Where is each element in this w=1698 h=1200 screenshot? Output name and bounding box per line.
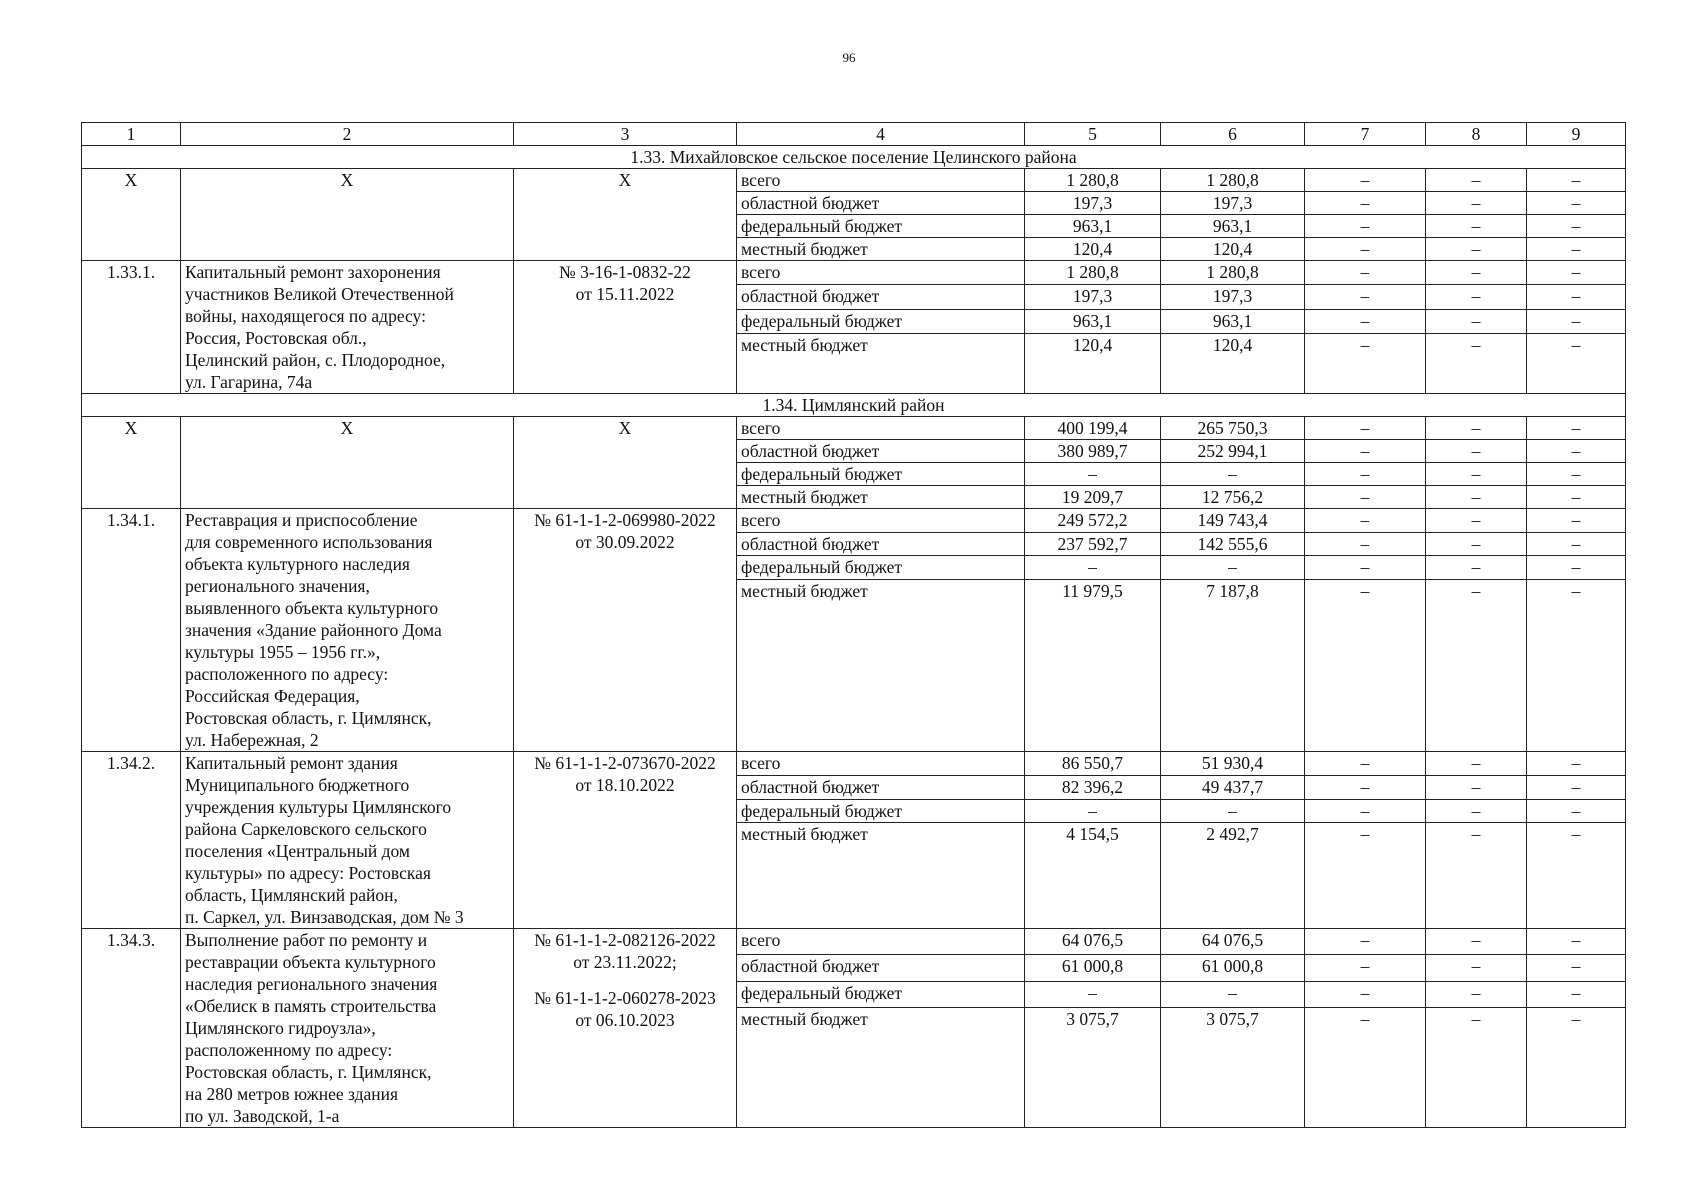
value-cell-c6: – [1161,463,1305,486]
value-cell-c6: 49 437,7 [1161,775,1305,799]
value-cell-c6: 120,4 [1161,334,1305,394]
budget-label-cell: местный бюджет [737,1008,1025,1128]
value-cell-c6: 64 076,5 [1161,929,1305,955]
value-cell-c9: – [1527,215,1626,238]
item-name-line: войны, находящегося по адресу: [185,306,426,326]
value-cell-c7: – [1305,285,1426,309]
item-name-line: объекта культурного наследия [185,554,410,574]
budget-label-cell: местный бюджет [737,486,1025,509]
item-name-cell [181,509,514,752]
item-name-line: участников Великой Отечественной [185,284,454,304]
value-cell-c8: – [1426,981,1527,1007]
header-cell: 4 [737,123,1025,146]
value-cell-c9: – [1527,955,1626,981]
value-cell-c5: – [1025,463,1161,486]
item-row [82,261,1626,285]
item-doc-line: от 30.09.2022 [575,532,675,552]
value-cell-c5: 380 989,7 [1025,440,1161,463]
value-cell-c9: – [1527,285,1626,309]
item-name-line: расположенному по адресу: [185,1040,393,1060]
value-cell-c5: – [1025,981,1161,1007]
value-cell-c6: 265 750,3 [1161,417,1305,440]
item-doc-cell [514,752,737,929]
value-cell-c8: – [1426,440,1527,463]
value-cell-c7: – [1305,486,1426,509]
value-cell-c8: – [1426,309,1527,333]
budget-label-cell: областной бюджет [737,440,1025,463]
value-cell-c9: – [1527,752,1626,776]
item-doc-line: № 61-1-1-2-073670-2022 [534,753,716,773]
value-cell-c7: – [1305,169,1426,192]
value-cell-c7: – [1305,192,1426,215]
budget-label-cell: областной бюджет [737,775,1025,799]
value-cell-c5: 11 979,5 [1025,579,1161,751]
item-doc-line: от 23.11.2022; [573,952,677,972]
value-cell-c7: – [1305,238,1426,261]
value-cell-c9: – [1527,1008,1626,1128]
value-cell-c8: – [1426,215,1527,238]
value-cell-c7: – [1305,752,1426,776]
item-doc-line: от 15.11.2022 [575,284,675,304]
item-name-line: Россия, Ростовская обл., [185,328,367,348]
value-cell-c5: 197,3 [1025,192,1161,215]
value-cell-c9: – [1527,799,1626,823]
item-name-line: ул. Гагарина, 74а [185,372,313,392]
value-cell-c9: – [1527,823,1626,929]
budget-label-cell: федеральный бюджет [737,556,1025,580]
section-title: 1.33. Михайловское сельское поселение Целинского района [82,146,1626,169]
budget-label-cell: областной бюджет [737,532,1025,556]
value-cell-c6: 12 756,2 [1161,486,1305,509]
value-cell-c8: – [1426,775,1527,799]
value-cell-c9: – [1527,192,1626,215]
value-cell-c5: – [1025,799,1161,823]
budget-label-cell: всего [737,417,1025,440]
item-doc-line: от 18.10.2022 [575,775,675,795]
value-cell-c8: – [1426,261,1527,285]
value-cell-c8: – [1426,169,1527,192]
item-name-line: Российская Федерация, [185,686,360,706]
item-name-line: ул. Набережная, 2 [185,730,319,750]
budget-label-cell: областной бюджет [737,192,1025,215]
value-cell-c9: – [1527,486,1626,509]
value-cell-c7: – [1305,1008,1426,1128]
value-cell-c9: – [1527,417,1626,440]
item-name-cell [181,752,514,929]
header-cell: 9 [1527,123,1626,146]
value-cell-c7: – [1305,929,1426,955]
budget-label-cell: областной бюджет [737,285,1025,309]
value-cell-c8: – [1426,509,1527,533]
item-name-line: п. Саркел, ул. Винзаводская, дом № 3 [185,907,464,927]
value-cell-c9: – [1527,440,1626,463]
value-cell-c6: – [1161,799,1305,823]
budget-label-cell: федеральный бюджет [737,215,1025,238]
value-cell-c8: – [1426,238,1527,261]
value-cell-c5: 120,4 [1025,238,1161,261]
value-cell-c6: 1 280,8 [1161,261,1305,285]
item-doc-line: № 61-1-1-2-082126-2022 [534,930,716,950]
value-cell-c8: – [1426,192,1527,215]
value-cell-c8: – [1426,334,1527,394]
budget-label-cell: федеральный бюджет [737,981,1025,1007]
budget-label-cell: всего [737,169,1025,192]
item-name-line: регионального значения, [185,576,370,596]
value-cell-c6: 149 743,4 [1161,509,1305,533]
value-cell-c6: 3 075,7 [1161,1008,1305,1128]
value-cell-c7: – [1305,556,1426,580]
item-name-line: значения «Здание районного Дома [185,620,442,640]
item-name-line: Ростовская область, г. Цимлянск, [185,1062,432,1082]
budget-label-cell: всего [737,509,1025,533]
value-cell-c9: – [1527,169,1626,192]
item-doc-cell [514,929,737,1128]
item-name-cell [181,261,514,394]
value-cell-c6: 2 492,7 [1161,823,1305,929]
value-cell-c8: – [1426,417,1527,440]
budget-label-cell: федеральный бюджет [737,309,1025,333]
item-name-cell [181,929,514,1128]
value-cell-c8: – [1426,463,1527,486]
item-name-line: «Обелиск в память строительства [185,996,437,1016]
value-cell-c9: – [1527,238,1626,261]
summary-row [82,169,1626,192]
item-name-line: Муниципального бюджетного [185,775,410,795]
value-cell-c6: 963,1 [1161,215,1305,238]
value-cell-c5: 3 075,7 [1025,1008,1161,1128]
value-cell-c7: – [1305,981,1426,1007]
budget-label-cell: федеральный бюджет [737,463,1025,486]
header-cell: 3 [514,123,737,146]
value-cell-c6: 1 280,8 [1161,169,1305,192]
value-cell-c5: 120,4 [1025,334,1161,394]
value-cell-c7: – [1305,417,1426,440]
item-number-cell: 1.34.3. [82,929,181,1128]
value-cell-c7: – [1305,334,1426,394]
value-cell-c7: – [1305,309,1426,333]
budget-label-cell: местный бюджет [737,238,1025,261]
item-name-line: по ул. Заводской, 1-а [185,1106,340,1126]
value-cell-c7: – [1305,579,1426,751]
item-number-cell: 1.34.2. [82,752,181,929]
section-title: 1.34. Цимлянский район [82,394,1626,417]
value-cell-c5: 197,3 [1025,285,1161,309]
value-cell-c6: 61 000,8 [1161,955,1305,981]
summary-doc-cell: Х [514,417,737,509]
budget-label-cell: областной бюджет [737,955,1025,981]
value-cell-c6: 51 930,4 [1161,752,1305,776]
budget-label-cell: всего [737,752,1025,776]
item-name-line: Выполнение работ по ремонту и [185,930,428,950]
value-cell-c9: – [1527,309,1626,333]
budget-label-cell: всего [737,261,1025,285]
value-cell-c9: – [1527,929,1626,955]
budget-label-cell: местный бюджет [737,334,1025,394]
value-cell-c8: – [1426,556,1527,580]
value-cell-c8: – [1426,579,1527,751]
item-name-line: культуры» по адресу: Ростовская [185,863,431,883]
item-name-line: Реставрация и приспособление [185,510,418,530]
header-cell: 1 [82,123,181,146]
value-cell-c7: – [1305,440,1426,463]
value-cell-c5: 64 076,5 [1025,929,1161,955]
item-name-line: Цимлянского гидроузла», [185,1018,376,1038]
summary-row [82,417,1626,440]
value-cell-c7: – [1305,463,1426,486]
value-cell-c6: 252 994,1 [1161,440,1305,463]
value-cell-c5: 61 000,8 [1025,955,1161,981]
item-name-line: учреждения культуры Цимлянского [185,797,452,817]
item-doc-line: № 3-16-1-0832-22 [559,262,691,282]
value-cell-c9: – [1527,775,1626,799]
value-cell-c8: – [1426,799,1527,823]
item-name-line: для современного использования [185,532,433,552]
header-cell: 7 [1305,123,1426,146]
value-cell-c5: 19 209,7 [1025,486,1161,509]
section-row [82,394,1626,417]
item-name-line: область, Цимлянский район, [185,885,398,905]
budget-label-cell: местный бюджет [737,579,1025,751]
value-cell-c9: – [1527,532,1626,556]
item-row [82,929,1626,955]
budget-label-cell: федеральный бюджет [737,799,1025,823]
value-cell-c6: 197,3 [1161,285,1305,309]
budget-label-cell: местный бюджет [737,823,1025,929]
value-cell-c6: – [1161,556,1305,580]
item-name-line: Ростовская область, г. Цимлянск, [185,708,432,728]
value-cell-c8: – [1426,823,1527,929]
item-name-line: расположенного по адресу: [185,664,389,684]
item-doc-line: № 61-1-1-2-069980-2022 [534,510,716,530]
value-cell-c9: – [1527,981,1626,1007]
item-name-line: наследия регионального значения [185,974,438,994]
item-number-cell: Х [82,417,181,509]
item-doc-cell [514,261,737,394]
item-row [82,509,1626,533]
header-cell: 8 [1426,123,1527,146]
value-cell-c7: – [1305,823,1426,929]
value-cell-c6: 120,4 [1161,238,1305,261]
value-cell-c9: – [1527,463,1626,486]
item-name-line: реставрации объекта культурного [185,952,436,972]
budget-label-cell: всего [737,929,1025,955]
value-cell-c7: – [1305,955,1426,981]
item-row [82,752,1626,776]
header-cell: 5 [1025,123,1161,146]
value-cell-c5: 963,1 [1025,215,1161,238]
value-cell-c6: – [1161,981,1305,1007]
item-name-line: района Саркеловского сельского [185,819,427,839]
value-cell-c8: – [1426,285,1527,309]
value-cell-c5: 1 280,8 [1025,169,1161,192]
value-cell-c6: 7 187,8 [1161,579,1305,751]
value-cell-c5: 963,1 [1025,309,1161,333]
value-cell-c8: – [1426,532,1527,556]
header-cell: 6 [1161,123,1305,146]
doc-spacer [518,973,732,987]
value-cell-c5: 1 280,8 [1025,261,1161,285]
value-cell-c8: – [1426,752,1527,776]
value-cell-c5: 4 154,5 [1025,823,1161,929]
value-cell-c8: – [1426,955,1527,981]
item-name-line: культуры 1955 – 1956 гг.», [185,642,381,662]
value-cell-c5: 237 592,7 [1025,532,1161,556]
value-cell-c5: 86 550,7 [1025,752,1161,776]
value-cell-c9: – [1527,334,1626,394]
value-cell-c5: – [1025,556,1161,580]
item-name-line: Целинский район, с. Плодородное, [185,350,446,370]
item-number-cell: 1.33.1. [82,261,181,394]
item-name-line: на 280 метров южнее здания [185,1084,399,1104]
value-cell-c7: – [1305,532,1426,556]
value-cell-c7: – [1305,775,1426,799]
item-name-line: Капитальный ремонт захоронения [185,262,441,282]
section-row [82,146,1626,169]
header-cell: 2 [181,123,514,146]
value-cell-c9: – [1527,509,1626,533]
value-cell-c5: 249 572,2 [1025,509,1161,533]
item-number-cell: 1.34.1. [82,509,181,752]
item-name-line: Капитальный ремонт здания [185,753,398,773]
table-body [82,123,1626,1128]
item-doc-cell [514,509,737,752]
item-name-line: выявленного объекта культурного [185,598,439,618]
value-cell-c8: – [1426,1008,1527,1128]
budget-table [81,122,1626,1128]
page-number: 96 [842,50,856,65]
value-cell-c9: – [1527,261,1626,285]
value-cell-c8: – [1426,929,1527,955]
value-cell-c6: 142 555,6 [1161,532,1305,556]
value-cell-c9: – [1527,579,1626,751]
value-cell-c7: – [1305,261,1426,285]
value-cell-c6: 197,3 [1161,192,1305,215]
value-cell-c5: 400 199,4 [1025,417,1161,440]
item-doc-line: от 06.10.2023 [575,1010,675,1030]
value-cell-c7: – [1305,799,1426,823]
summary-name-cell: Х [181,169,514,261]
value-cell-c7: – [1305,509,1426,533]
header-row [82,123,1626,146]
item-doc-line: № 61-1-1-2-060278-2023 [534,988,716,1008]
summary-doc-cell: Х [514,169,737,261]
value-cell-c5: 82 396,2 [1025,775,1161,799]
item-name-line: поселения «Центральный дом [185,841,410,861]
value-cell-c9: – [1527,556,1626,580]
value-cell-c7: – [1305,215,1426,238]
summary-name-cell: Х [181,417,514,509]
value-cell-c6: 963,1 [1161,309,1305,333]
item-number-cell: Х [82,169,181,261]
value-cell-c8: – [1426,486,1527,509]
